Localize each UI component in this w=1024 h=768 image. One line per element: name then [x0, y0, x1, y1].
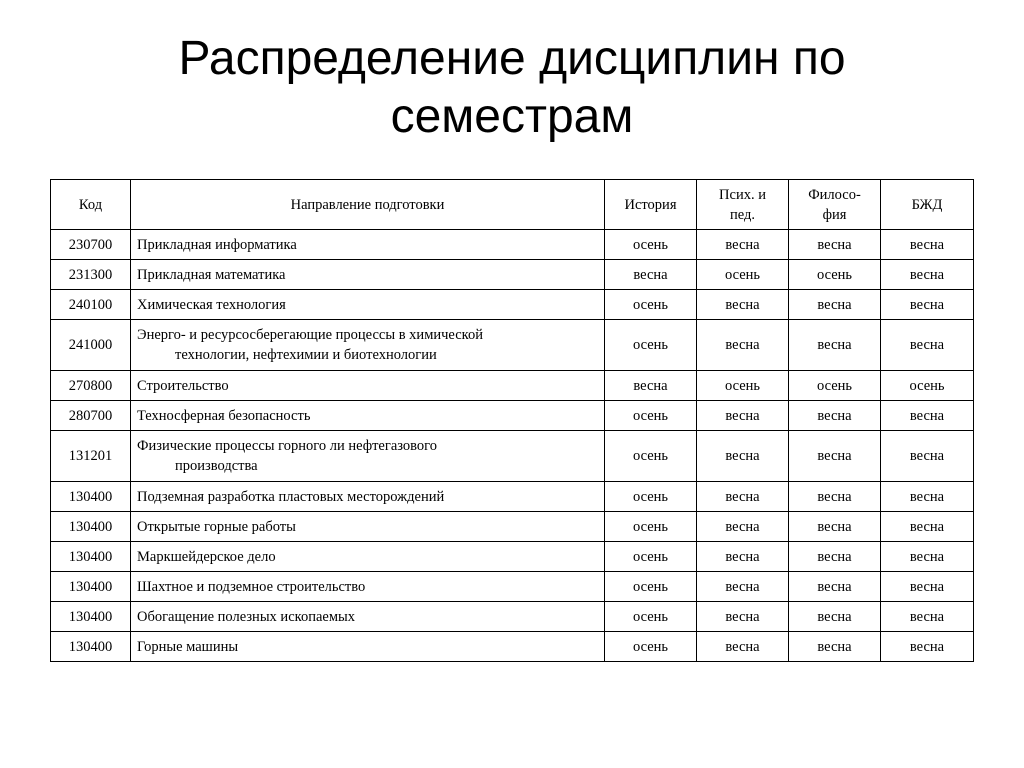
cell-philosophy: осень	[789, 371, 881, 401]
cell-code: 270800	[51, 371, 131, 401]
cell-bzd: весна	[881, 512, 974, 542]
header-psych-ped	[697, 180, 789, 230]
cell-bzd: весна	[881, 290, 974, 320]
cell-direction: Подземная разработка пластовых месторождений	[131, 482, 605, 512]
cell-code: 130400	[51, 512, 131, 542]
table-row	[51, 431, 974, 482]
header-philosophy-line-1: Филосо-	[808, 186, 861, 203]
cell-philosophy: осень	[789, 260, 881, 290]
cell-psych: весна	[697, 602, 789, 632]
cell-code: 280700	[51, 401, 131, 431]
cell-psych: весна	[697, 572, 789, 602]
cell-philosophy: весна	[789, 602, 881, 632]
cell-direction: Маркшейдерское дело	[131, 542, 605, 572]
cell-philosophy: весна	[789, 290, 881, 320]
table-row	[51, 572, 974, 602]
cell-code: 130400	[51, 482, 131, 512]
cell-direction-line-1: Энерго- и ресурсосберегающие процессы в химической	[137, 327, 483, 343]
cell-direction: Строительство	[131, 371, 605, 401]
cell-code: 130400	[51, 632, 131, 662]
table-row	[51, 401, 974, 431]
cell-history: осень	[605, 632, 697, 662]
page-title	[60, 30, 964, 146]
cell-history: осень	[605, 512, 697, 542]
header-code: Код	[51, 180, 131, 230]
cell-code: 241000	[51, 320, 131, 371]
cell-psych: весна	[697, 512, 789, 542]
header-bzd: БЖД	[881, 180, 974, 230]
cell-bzd: весна	[881, 431, 974, 482]
header-history: История	[605, 180, 697, 230]
cell-direction	[131, 320, 605, 371]
cell-bzd: весна	[881, 632, 974, 662]
cell-bzd: весна	[881, 320, 974, 371]
cell-psych: весна	[697, 401, 789, 431]
table-row	[51, 320, 974, 371]
cell-direction	[131, 431, 605, 482]
cell-history: осень	[605, 401, 697, 431]
cell-history: осень	[605, 290, 697, 320]
cell-philosophy: весна	[789, 482, 881, 512]
table-row	[51, 512, 974, 542]
cell-code: 240100	[51, 290, 131, 320]
cell-philosophy: весна	[789, 431, 881, 482]
table-row	[51, 542, 974, 572]
cell-direction: Техносферная безопасность	[131, 401, 605, 431]
table-row	[51, 632, 974, 662]
cell-philosophy: весна	[789, 320, 881, 371]
cell-code: 231300	[51, 260, 131, 290]
cell-code: 130400	[51, 572, 131, 602]
semester-distribution-table	[50, 179, 974, 662]
cell-psych: весна	[697, 230, 789, 260]
cell-direction: Прикладная информатика	[131, 230, 605, 260]
cell-psych: весна	[697, 290, 789, 320]
cell-direction: Прикладная математика	[131, 260, 605, 290]
header-philosophy	[789, 180, 881, 230]
cell-psych: весна	[697, 632, 789, 662]
cell-history: осень	[605, 431, 697, 482]
cell-history: осень	[605, 572, 697, 602]
cell-direction-line-2: производства	[175, 458, 258, 474]
cell-direction: Шахтное и подземное строительство	[131, 572, 605, 602]
table-row	[51, 482, 974, 512]
cell-philosophy: весна	[789, 401, 881, 431]
header-psych-line-2: пед.	[729, 206, 755, 223]
cell-philosophy: весна	[789, 542, 881, 572]
cell-philosophy: весна	[789, 632, 881, 662]
cell-history: осень	[605, 482, 697, 512]
cell-code: 130400	[51, 542, 131, 572]
cell-psych: весна	[697, 320, 789, 371]
cell-direction: Химическая технология	[131, 290, 605, 320]
cell-bzd: весна	[881, 542, 974, 572]
cell-bzd: весна	[881, 401, 974, 431]
table-row	[51, 290, 974, 320]
page-title-line-1: Распределение дисциплин по	[178, 32, 846, 85]
table-row	[51, 371, 974, 401]
cell-direction: Открытые горные работы	[131, 512, 605, 542]
cell-philosophy: весна	[789, 512, 881, 542]
cell-psych: осень	[697, 260, 789, 290]
cell-history: осень	[605, 602, 697, 632]
cell-psych: весна	[697, 542, 789, 572]
table-header-row	[51, 180, 974, 230]
cell-bzd: весна	[881, 230, 974, 260]
cell-philosophy: весна	[789, 230, 881, 260]
table-row	[51, 602, 974, 632]
cell-psych: весна	[697, 431, 789, 482]
cell-psych: осень	[697, 371, 789, 401]
page-title-line-2: семестрам	[390, 90, 634, 143]
cell-history: осень	[605, 542, 697, 572]
cell-bzd: осень	[881, 371, 974, 401]
cell-psych: весна	[697, 482, 789, 512]
header-psych-line-1: Псих. и	[719, 186, 766, 203]
header-philosophy-line-2: фия	[822, 206, 847, 223]
header-direction: Направление подготовки	[131, 180, 605, 230]
cell-bzd: весна	[881, 572, 974, 602]
cell-bzd: весна	[881, 482, 974, 512]
cell-direction: Обогащение полезных ископаемых	[131, 602, 605, 632]
cell-code: 131201	[51, 431, 131, 482]
table-row	[51, 260, 974, 290]
cell-code: 130400	[51, 602, 131, 632]
cell-history: весна	[605, 260, 697, 290]
table-row	[51, 230, 974, 260]
cell-history: осень	[605, 320, 697, 371]
cell-direction-line-2: технологии, нефтехимии и биотехнологии	[175, 347, 437, 363]
cell-philosophy: весна	[789, 572, 881, 602]
cell-direction-line-1: Физические процессы горного ли нефтегазового	[137, 438, 437, 454]
cell-history: осень	[605, 230, 697, 260]
cell-bzd: весна	[881, 602, 974, 632]
cell-direction: Горные машины	[131, 632, 605, 662]
cell-bzd: весна	[881, 260, 974, 290]
cell-history: весна	[605, 371, 697, 401]
cell-code: 230700	[51, 230, 131, 260]
